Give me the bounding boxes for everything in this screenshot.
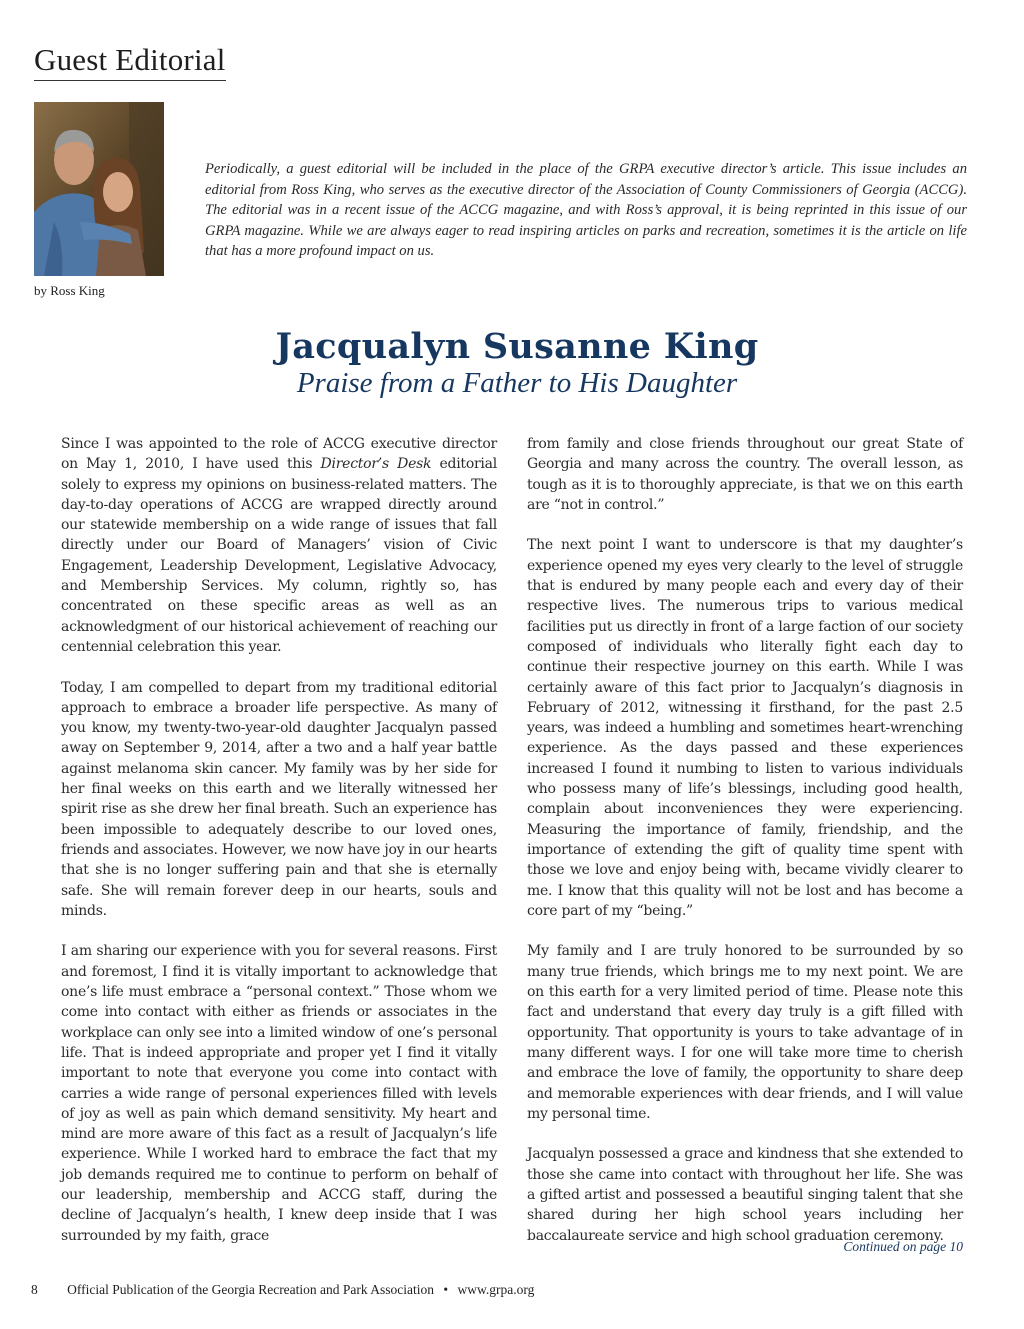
text-span: editorial solely to express my opinions on business-related matters. The day-to-day operations of ACCG are wrapped directly around our statewide membership on a wide range of issues that fall directly under our Board of Managers’ vision of Civic Engagement, Leadership Development, Legislative Advocacy, and Membership Services. My column, rightly so, has concentrated on these specific areas as well as an acknowledgment of our historical achievement of reaching our centennial celebration this year.: [61, 456, 497, 655]
byline: by Ross King: [34, 283, 105, 298]
right-paragraph-1: from family and close friends throughout our great State of Georgia and many across the country. The overall lesson, as tough as it is to thoroughly appreciate, is that we on this earth are “not in control.”: [527, 436, 963, 513]
footer-separator: •: [443, 1282, 449, 1297]
author-photo: [34, 102, 164, 276]
italic-title: Director’s Desk: [320, 456, 432, 473]
left-column: [61, 434, 497, 1246]
right-paragraph-3: My family and I are truly honored to be surrounded by so many true friends, which brings me to my next point. We are on this earth for a very limited period of time. Please note this fact and understand that every day truly is a gift filled with opportunity. That opportunity is yours to take advantage of in many different ways. I for one will take more time to cherish and embrace the love of family, the opportunity to share deep and memorable experiences with dear friends, and I will value my personal time.: [527, 943, 963, 1122]
right-column: [527, 434, 963, 1246]
page-number: 8: [31, 1282, 38, 1297]
article-title: Jacqualyn Susanne King: [275, 326, 759, 367]
right-paragraph-4: Jacqualyn possessed a grace and kindness that she extended to those she came into contact with throughout her life. She was a gifted artist and possessed a beautiful singing talent that she shared during her high school years including her baccalaureate service and high school graduation ceremony.: [527, 1146, 963, 1244]
intro-paragraph: Periodically, a guest editorial will be included in the place of the GRPA executive director’s article. This issue includes an editorial from Ross King, who serves as the executive director of the Association of County Commissioners of Georgia (ACCG). The editorial was in a recent issue of the ACCG magazine, and with Ross’s approval, it is being reprinted in this issue of our GRPA magazine. While we are always eager to read inspiring articles on parks and recreation, sometimes it is the article on life that has a more profound impact on us.: [205, 161, 967, 260]
website-link[interactable]: www.grpa.org: [457, 1282, 535, 1297]
article-headline: [0, 326, 1024, 400]
left-paragraph-2: Today, I am compelled to depart from my traditional editorial approach to embrace a broader life perspective. As many of you know, my twenty-two-year-old daughter Jacqualyn passed away on September 9, 2014, after a two and a half year battle against melanoma skin cancer. My family was by her side for her final weeks on this earth and we literally witnessed her spirit rise as she drew her final breath. Such an experience has been impossible to adequately describe to our loved ones, friends and associates. However, we now have joy in our hearts that she is no longer suffering pain and that she is eternally safe. She will remain forever deep in our hearts, souls and minds.: [61, 679, 497, 919]
text-span: Since I was appointed to the role of ACCG executive director on May 1, 2010, I have used this: [61, 436, 497, 473]
left-paragraph-3: I am sharing our experience with you for several reasons. First and foremost, I find it is vitally important to acknowledge that one’s life must embrace a “personal context.” Those whom we come into contact with either as friends or associates in the workplace can only see into a limited window of one’s personal life. That is indeed appropriate and proper yet I find it vitally important to note that everyone you come into contact with carries a wide range of personal experiences filled with levels of joy as well as pain which demand sensitivity. My heart and mind are more aware of this fact as a result of Jacqualyn’s life experience. While I worked hard to embrace the fact that my job demands required me to continue to perform on behalf of our leadership, membership and ACCG staff, during the decline of Jacqualyn’s health, I knew deep inside that I was surrounded by my faith, grace: [61, 943, 497, 1244]
article-subtitle: Praise from a Father to His Daughter: [296, 367, 738, 399]
right-paragraph-2: The next point I want to underscore is that my daughter’s experience opened my eyes very clearly to the level of struggle that is endured by many people each and every day of their respective lives. The numerous trips to various medical facilities put us directly in front of a large faction of our society composed of individuals who literally fight each day to continue their respective journey on this earth. While I was certainly aware of this fact prior to Jacqualyn’s diagnosis in February of 2012, witnessing it firsthand, for the past 2.5 years, was indeed a humbling and sometimes heart-wrenching experience. As the days passed and these experiences increased I found it numbing to listen to various individuals who possess many of life’s blessings, including good health, complain about inconveniences they were experiencing. Measuring the importance of family, friendship, and the importance of extending the gift of quality time spent with those we love and enjoy being with, became vividly clearer to me. I know that this quality will not be lost and has become a core part of my “being.”: [527, 537, 963, 919]
page-footer: [31, 1282, 534, 1298]
publication-name: Official Publication of the Georgia Recreation and Park Association: [67, 1282, 435, 1297]
left-paragraph-1: [61, 434, 497, 657]
section-title: Guest Editorial: [34, 42, 226, 81]
continued-note: Continued on page 10: [843, 1239, 963, 1254]
